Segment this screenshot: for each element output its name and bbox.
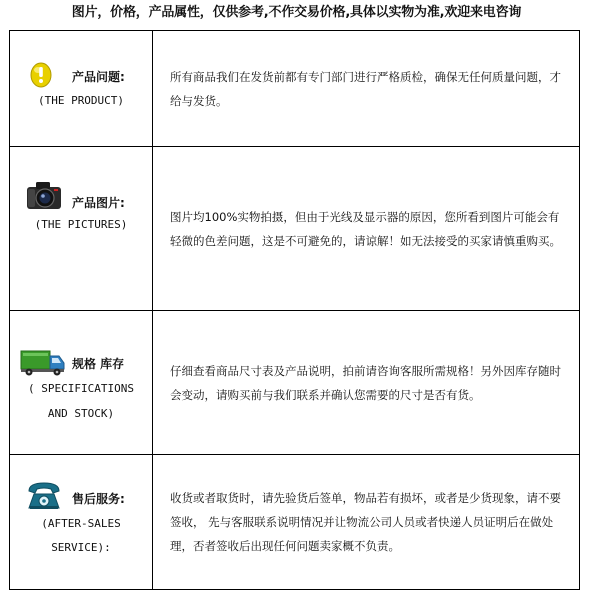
row-pictures-subtitle: (THE PICTURES): [34, 218, 128, 231]
row-pictures-label-cell: [10, 147, 152, 310]
row-pictures-text: 图片均100%实物拍摄，但由于光线及显示器的原因，您所看到图片可能会有轻微的色差问题，这是不可避免的，请谅解！如无法接受的买家请慎重购买。: [170, 209, 561, 248]
row-after-sales-text-cell: [153, 455, 579, 589]
row-after-sales-label-cell: [10, 455, 152, 589]
row-product-text-cell: [153, 31, 579, 146]
row-pictures: [10, 147, 579, 311]
row-pictures-text-cell: [153, 147, 579, 310]
row-product: [10, 31, 579, 147]
row-after-sales-text: 收货或者取货时，请先验货后签单，物品若有损坏，或者是少货现象，请不要签收， 先与客服联系说明情况并让物流公司人员或者快递人员证明后在做处理，否者签收后出现任何问题卖家概不负责。: [170, 491, 561, 553]
row-after-sales-subtitle-1: (AFTER-SALES: [41, 517, 121, 530]
row-specifications-subtitle-1: ( SPECIFICATIONS: [28, 382, 134, 395]
row-product-label-cell: [10, 31, 152, 146]
row-specifications-title: 规格 库存: [72, 357, 125, 371]
page-header: 图片，价格，产品属性，仅供参考,不作交易价格,具体以实物为准,欢迎来电咨询: [71, 5, 522, 20]
telephone-icon: [26, 481, 62, 511]
camera-icon: [26, 181, 62, 211]
info-table: [9, 30, 580, 590]
row-specifications-text: 仔细查看商品尺寸表及产品说明，拍前请咨询客服所需规格！另外因库存随时会变动，请购买前与我们联系并确认您需要的尺寸是否有货。: [170, 363, 561, 402]
row-pictures-title: 产品图片:: [72, 196, 125, 210]
row-specifications-subtitle-2: AND STOCK): [47, 407, 115, 420]
row-specifications: [10, 311, 579, 455]
row-after-sales-subtitle-2: SERVICE):: [51, 541, 111, 554]
row-after-sales-title: 售后服务:: [72, 492, 125, 506]
row-after-sales: [10, 455, 579, 589]
exclamation-circle-icon: [30, 62, 52, 88]
row-product-title: 产品问题:: [72, 70, 125, 84]
row-product-text: 所有商品我们在发货前都有专门部门进行严格质检，确保无任何质量问题，才给与发货。: [170, 69, 561, 108]
row-product-subtitle: (THE PRODUCT): [37, 94, 125, 107]
delivery-truck-icon: [20, 347, 66, 377]
row-specifications-label-cell: [10, 311, 152, 454]
row-specifications-text-cell: [153, 311, 579, 454]
